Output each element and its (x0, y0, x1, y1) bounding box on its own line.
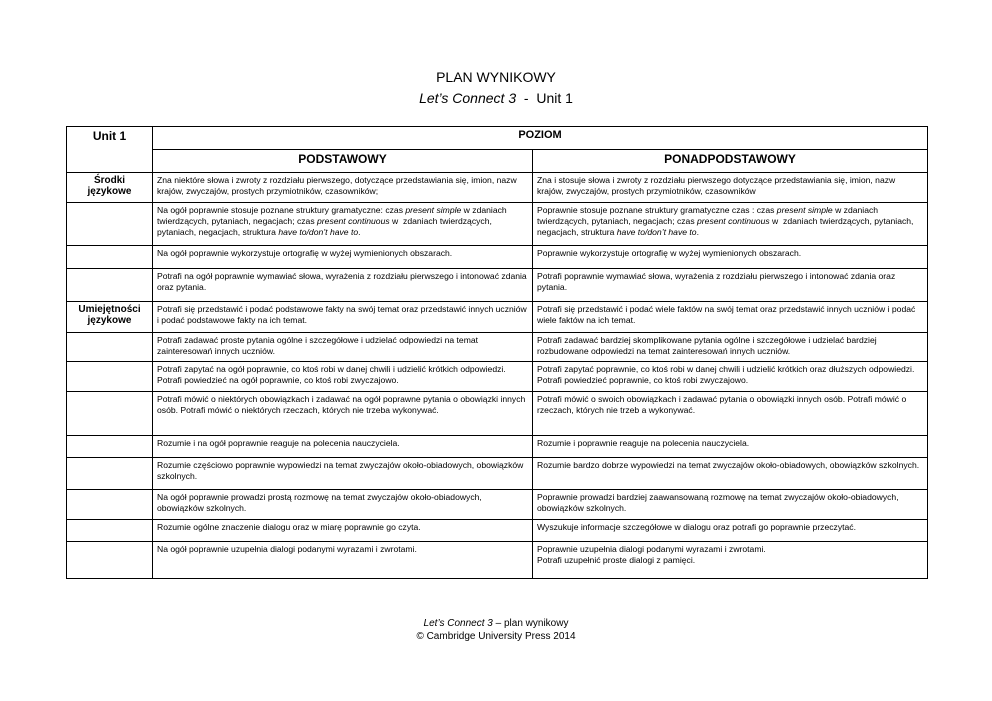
book-title: Let’s Connect 3 (419, 90, 517, 106)
category-spacer (67, 203, 153, 246)
table-cell-basic: Potrafi zapytać na ogół poprawnie, co ktoś robi w danej chwili i udzielić krótkich odpowiedzi. Potrafi powiedzieć na ogół poprawnie, co ktoś robi zwyczajowo. (153, 362, 533, 392)
table-cell-basic: Na ogół poprawnie stosuje poznane struktury gramatyczne: czas present simple w zdaniach twierdzących, pytaniach, negacjach; czas present continuous w zdaniach twierdzących, pytaniach, negacjach, struktura have to/don’t have to. (153, 203, 533, 246)
document-subtitle (0, 90, 992, 106)
footer-plan-text: – plan wynikowy (492, 618, 569, 629)
table-cell-basic: Potrafi mówić o niektórych obowiązkach i zadawać na ogół poprawne pytania o obowiązki innych osób. Potrafi mówić o niektórych rzeczach, których nie trzeba wykonywać. (153, 392, 533, 436)
table-cell-advanced: Poprawnie wykorzystuje ortografię w wyżej wymienionych obszarach. (533, 246, 928, 269)
table-cell-advanced: Potrafi zapytać poprawnie, co ktoś robi w danej chwili i udzielić krótkich oraz dłuższych odpowiedzi. Potrafi powiedzieć poprawnie, co ktoś robi zwyczajowo. (533, 362, 928, 392)
table-cell-basic: Na ogół poprawnie uzupełnia dialogi podanymi wyrazami i zwrotami. (153, 542, 533, 579)
table-cell-advanced: Rozumie i poprawnie reaguje na polecenia nauczyciela. (533, 436, 928, 458)
advanced-text: Potrafi uzupełnić proste dialogi z pamięci. (537, 555, 696, 566)
document-title: PLAN WYNIKOWY (436, 69, 556, 85)
advanced-text: Poprawnie uzupełnia dialogi podanymi wyrazami i zwrotami. (537, 544, 766, 554)
plan-table (66, 126, 928, 579)
table-cell-advanced: Potrafi poprawnie wymawiać słowa, wyrażenia z rozdziału pierwszego i intonować zdania oraz pytania. (533, 269, 928, 302)
poziom-header: POZIOM (153, 127, 928, 150)
table-cell-advanced: Wyszukuje informacje szczegółowe w dialogu oraz potrafi go poprawnie przeczytać. (533, 520, 928, 542)
table-cell-advanced: Rozumie bardzo dobrze wypowiedzi na temat zwyczajów około-obiadowych, obowiązków szkolnych. (533, 458, 928, 490)
basic-level-header: PODSTAWOWY (153, 150, 533, 173)
table-cell-advanced: Potrafi mówić o swoich obowiązkach i zadawać pytania o obowiązki innych osób. Potrafi mówić o rzeczach, których nie trzeb a wykonywać. (533, 392, 928, 436)
unit-title: - Unit 1 (516, 90, 573, 106)
table-cell-basic: Potrafi na ogół poprawnie wymawiać słowa, wyrażenia z rozdziału pierwszego i intonować zdania oraz pytania. (153, 269, 533, 302)
table-cell-basic: Na ogół poprawnie prowadzi prostą rozmowę na temat zwyczajów około-obiadowych, obowiązków szkolnych. (153, 490, 533, 520)
category-spacer (67, 269, 153, 302)
table-cell-basic: Rozumie i na ogół poprawnie reaguje na polecenia nauczyciela. (153, 436, 533, 458)
category-spacer (67, 246, 153, 269)
table-cell-advanced: Potrafi zadawać bardziej skomplikowane pytania ogólne i szczegółowe i udzielać bardziej rozbudowane odpowiedzi na temat zainteresowań innych uczniów. (533, 333, 928, 362)
category-language-means: Środki językowe (67, 173, 153, 203)
table-cell-advanced: Potrafi się przedstawić i podać wiele faktów na swój temat oraz przedstawić innych uczniów i podać wiele faktów na ich temat. (533, 302, 928, 333)
unit-header: Unit 1 (67, 127, 153, 173)
table-cell-advanced: Poprawnie prowadzi bardziej zaawansowaną rozmowę na temat zwyczajów około-obiadowych, obowiązków szkolnych. (533, 490, 928, 520)
category-spacer (67, 362, 153, 392)
category-spacer (67, 520, 153, 542)
table-cell-basic: Zna niektóre słowa i zwroty z rozdziału pierwszego, dotyczące przedstawiania się, imion, nazw krajów, zwyczajów, prostych przymiotników, czasowników; (153, 173, 533, 203)
table-cell-advanced: Poprawnie stosuje poznane struktury gramatyczne czas : czas present simple w zdaniach twierdzących, pytaniach, negacjach; czas present continuous w zdaniach twierdzących, pytaniach, negacjach, struktura have to/don’t have to. (533, 203, 928, 246)
footer-copyright: © Cambridge University Press 2014 (416, 631, 576, 642)
table-cell-basic: Potrafi się przedstawić i podać podstawowe fakty na swój temat oraz przedstawić innych uczniów i podać podstawowe fakty na ich temat. (153, 302, 533, 333)
category-spacer (67, 333, 153, 362)
table-cell-basic: Rozumie ogólne znaczenie dialogu oraz w miarę poprawnie go czyta. (153, 520, 533, 542)
category-language-skills: Umiejętności językowe (67, 302, 153, 333)
category-spacer (67, 542, 153, 579)
footer-book-title: Let’s Connect 3 (423, 618, 493, 629)
table-cell-advanced: Zna i stosuje słowa i zwroty z rozdziału pierwszego dotyczące przedstawiania się, imion, nazw krajów, zwyczajów, prostych przymiotników, czasowników (533, 173, 928, 203)
category-spacer (67, 490, 153, 520)
advanced-level-header: PONADPODSTAWOWY (533, 150, 928, 173)
table-cell-basic: Potrafi zadawać proste pytania ogólne i szczegółowe i udzielać odpowiedzi na temat zainteresowań innych uczniów. (153, 333, 533, 362)
category-spacer (67, 392, 153, 436)
table-cell-advanced (533, 542, 928, 579)
table-cell-basic: Rozumie częściowo poprawnie wypowiedzi na temat zwyczajów około-obiadowych, obowiązków szkolnych. (153, 458, 533, 490)
category-spacer (67, 436, 153, 458)
footer-line1 (0, 617, 992, 630)
category-spacer (67, 458, 153, 490)
table-cell-basic: Na ogół poprawnie wykorzystuje ortografię w wyżej wymienionych obszarach. (153, 246, 533, 269)
